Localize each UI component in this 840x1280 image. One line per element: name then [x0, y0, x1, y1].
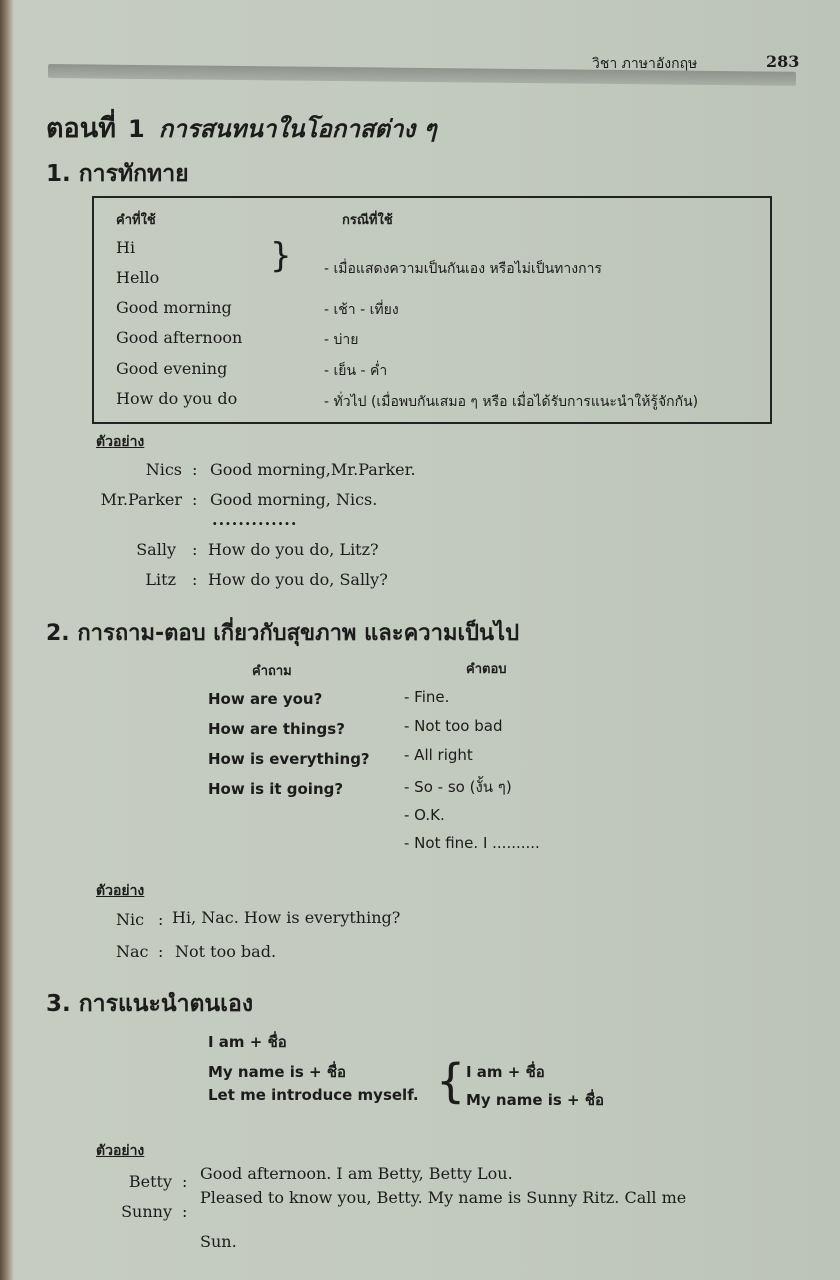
- example-colon: :: [192, 460, 198, 479]
- subject-header: วิชา ภาษาอังกฤษ: [592, 56, 698, 72]
- section-3-title: 3. การแนะนำตนเอง: [46, 991, 254, 1017]
- sub-pattern-item: My name is + ชื่อ: [466, 1091, 605, 1109]
- example-colon: :: [192, 490, 198, 509]
- example-speaker: Sunny: [121, 1202, 172, 1221]
- chapter-number: 1: [128, 115, 145, 143]
- example-speaker: Nac: [116, 942, 149, 961]
- sub-pattern-item: I am + ชื่อ: [466, 1063, 545, 1081]
- example-text: How do you do, Sally?: [208, 570, 388, 589]
- pattern-item: I am + ชื่อ: [208, 1033, 287, 1051]
- col-header-question: คำถาม: [252, 664, 292, 679]
- table-word: Good evening: [116, 359, 228, 378]
- pattern-item: Let me introduce myself.: [208, 1086, 419, 1104]
- example-colon: :: [158, 910, 164, 929]
- table-word: Hi: [116, 238, 136, 257]
- example-colon: :: [182, 1172, 188, 1191]
- example-continuation: Sun.: [200, 1232, 237, 1251]
- example-colon: :: [192, 570, 198, 589]
- pattern-item: My name is + ชื่อ: [208, 1063, 347, 1081]
- table-usage: - เย็น - ค่ำ: [324, 363, 388, 379]
- example-colon: :: [182, 1202, 188, 1221]
- example-text: Hi, Nac. How is everything?: [172, 908, 401, 927]
- example-text: Good afternoon. I am Betty, Betty Lou.: [200, 1164, 513, 1183]
- example-colon: :: [192, 540, 198, 559]
- chapter-title: การสนทนาในโอกาสต่าง ๆ: [158, 115, 437, 143]
- table-usage: - บ่าย: [324, 332, 359, 348]
- example-text: Pleased to know you, Betty. My name is Sunny Ritz. Call me: [200, 1188, 687, 1207]
- page-number: 283: [766, 52, 800, 71]
- table-word: How do you do: [116, 389, 238, 408]
- example-speaker: Sally: [136, 540, 176, 559]
- answer-item: - Not fine. I ..........: [404, 834, 540, 852]
- example-colon: :: [158, 942, 164, 961]
- col-header-usage: กรณีที่ใช้: [342, 213, 393, 228]
- example-speaker: Betty: [128, 1172, 172, 1191]
- example-label: ตัวอย่าง: [96, 883, 145, 899]
- answer-item: - Not too bad: [404, 717, 503, 735]
- ellipsis-dots: .............: [212, 510, 298, 529]
- example-speaker: Nics: [145, 460, 182, 479]
- brace-icon: }: [270, 236, 292, 276]
- example-text: Good morning,Mr.Parker.: [210, 460, 416, 479]
- example-label: ตัวอย่าง: [96, 434, 145, 450]
- brace-icon: {: [436, 1054, 466, 1108]
- example-text: How do you do, Litz?: [208, 540, 379, 559]
- example-speaker: Mr.Parker: [100, 490, 182, 509]
- question-item: How is everything?: [208, 750, 370, 768]
- section-2-title: 2. การถาม-ตอบ เกี่ยวกับสุขภาพ และความเป็นไป: [46, 621, 520, 646]
- table-word: Hello: [116, 268, 160, 287]
- table-word: Good morning: [116, 298, 232, 317]
- question-item: How are things?: [208, 720, 345, 738]
- example-text: Good morning, Nics.: [210, 490, 378, 509]
- answer-item: - Fine.: [404, 688, 450, 706]
- table-word: Good afternoon: [116, 328, 243, 347]
- example-text: Not too bad.: [175, 942, 277, 961]
- question-item: How are you?: [208, 690, 323, 708]
- chapter-heading: [46, 106, 437, 149]
- table-usage: - เมื่อแสดงความเป็นกันเอง หรือไม่เป็นทางการ: [324, 261, 602, 277]
- col-header-word: คำที่ใช้: [116, 213, 156, 228]
- chapter-label: ตอนที่: [46, 113, 117, 144]
- col-header-answer: คำตอบ: [466, 662, 507, 677]
- example-speaker: Nic: [116, 910, 145, 929]
- section-1-title: 1. การทักทาย: [46, 161, 189, 187]
- example-speaker: Litz: [145, 570, 176, 589]
- answer-item: - O.K.: [404, 806, 445, 824]
- answer-item: - So - so (งั้น ๆ): [404, 778, 512, 796]
- table-usage: - เช้า - เที่ยง: [324, 302, 399, 318]
- answer-item: - All right: [404, 746, 473, 764]
- example-label: ตัวอย่าง: [96, 1143, 145, 1159]
- table-usage: - ทั่วไป (เมื่อพบกันเสมอ ๆ หรือ เมื่อได้รับการแนะนำให้รู้จักกัน): [324, 394, 699, 410]
- question-item: How is it going?: [208, 780, 344, 798]
